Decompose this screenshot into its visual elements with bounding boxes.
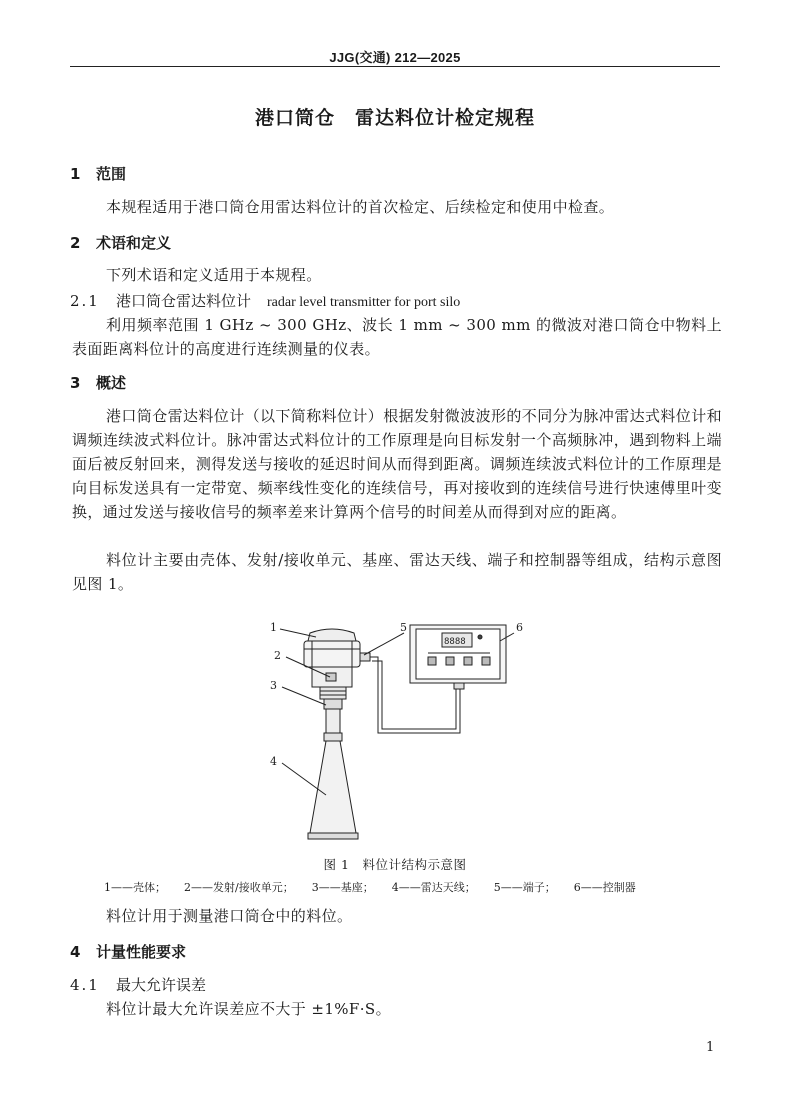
antenna-neck bbox=[326, 709, 340, 733]
subsection-2-1-heading bbox=[70, 290, 460, 311]
callout-6: 6 bbox=[516, 621, 523, 634]
section-number: 2 bbox=[70, 234, 81, 252]
section-title: 范围 bbox=[96, 165, 127, 183]
section-3-heading bbox=[70, 372, 126, 393]
figure-caption: 图 1 料位计结构示意图 bbox=[323, 857, 467, 872]
legend-item: 4——雷达天线； bbox=[391, 881, 476, 894]
section-title: 概述 bbox=[96, 374, 127, 392]
legend-item: 2——发射/接收单元； bbox=[184, 881, 294, 894]
subsection-number: 2.1 bbox=[70, 292, 100, 310]
subsection-title: 最大允许误差 bbox=[116, 976, 207, 994]
section-1-heading bbox=[70, 163, 126, 184]
legend-item: 3——基座； bbox=[311, 881, 374, 894]
section-2-heading bbox=[70, 232, 171, 253]
scope-paragraph: 本规程适用于港口筒仓用雷达料位计的首次检定、后续检定和使用中检查。 bbox=[106, 198, 615, 216]
legend-item: 6——控制器 bbox=[573, 881, 636, 894]
section-number: 3 bbox=[70, 374, 81, 392]
section-number: 1 bbox=[70, 165, 81, 183]
callout-4: 4 bbox=[270, 755, 277, 768]
horn-antenna bbox=[310, 741, 356, 833]
section-4-heading bbox=[70, 941, 186, 962]
figure-legend bbox=[104, 879, 724, 895]
base-flange bbox=[320, 687, 346, 699]
terms-intro: 下列术语和定义适用于本规程。 bbox=[106, 266, 322, 284]
subsection-4-1-heading bbox=[70, 974, 206, 995]
callout-2: 2 bbox=[274, 649, 281, 662]
subsection-english-term: radar level transmitter for port silo bbox=[267, 295, 461, 310]
callout-5: 5 bbox=[400, 621, 407, 634]
subsection-number: 4.1 bbox=[70, 976, 100, 994]
callout-3: 3 bbox=[270, 679, 277, 692]
running-header: JJG(交通) 212—2025 bbox=[329, 50, 461, 65]
header-rule bbox=[70, 66, 720, 67]
section-number: 4 bbox=[70, 943, 81, 961]
definition-2-1: 利用频率范围 1 GHz ~ 300 GHz、波长 1 mm ~ 300 mm 的微波对港口筒仓中物料上表面距离料位计的高度进行连续测量的仪表。 bbox=[72, 316, 722, 358]
overview-paragraph-2: 料位计主要由壳体、发射/接收单元、基座、雷达天线、端子和控制器等组成，结构示意图见图 1。 bbox=[72, 551, 722, 593]
housing-cap bbox=[308, 629, 356, 641]
level-transmitter-diagram bbox=[260, 615, 540, 855]
legend-item: 5——端子； bbox=[493, 881, 556, 894]
document-title: 港口筒仓 雷达料位计检定规程 bbox=[254, 107, 535, 129]
svg-text:8888: 8888 bbox=[444, 637, 466, 647]
page-number: 1 bbox=[706, 1040, 715, 1055]
section-title: 计量性能要求 bbox=[96, 943, 187, 961]
subsection-title: 港口筒仓雷达料位计 bbox=[116, 292, 252, 310]
overview-paragraph-1: 港口筒仓雷达料位计（以下简称料位计）根据发射微波波形的不同分为脉冲雷达式料位计和调频连续波式料位计。脉冲雷达式料位计的工作原理是向目标发射一个高频脉冲，遇到物料上端面后被反射回来，测得发送与接收的延迟时间从而得到距离。调频连续波式料位计的工作原理是向目标发送具有一定带宽、频率线性变化的连续信号，再对接收到的连续信号进行快速傅里叶变换，通过发送与接收信号的频率差来计算两个信号的时间差从而得到对应的距离。 bbox=[72, 407, 723, 521]
section-title: 术语和定义 bbox=[96, 234, 172, 252]
after-figure-paragraph: 料位计用于测量港口筒仓中的料位。 bbox=[106, 907, 353, 925]
legend-item: 1——壳体； bbox=[104, 881, 166, 894]
callout-1: 1 bbox=[270, 621, 277, 634]
mpe-paragraph: 料位计最大允许误差应不大于 ±1%F·S。 bbox=[106, 1000, 391, 1018]
